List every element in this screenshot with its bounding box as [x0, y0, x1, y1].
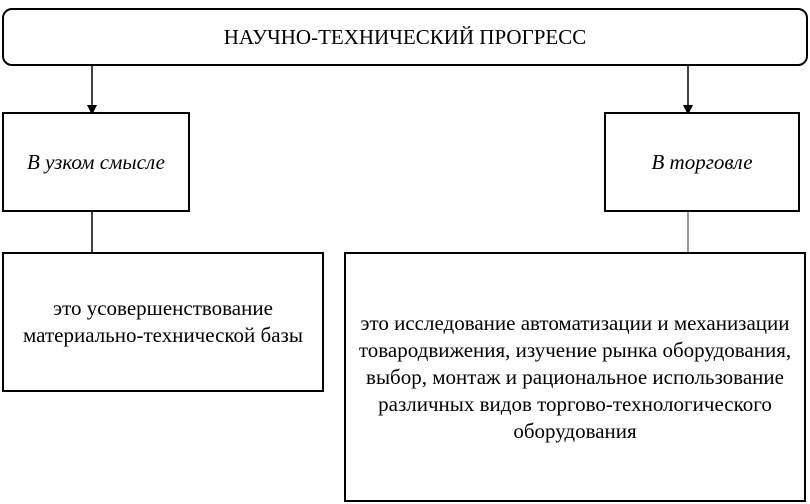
narrow-sense-description: это усовершенствование материально-технической базы [23, 296, 303, 347]
narrow-sense-description-box [2, 252, 324, 392]
narrow-sense-label: В узком смысле [27, 149, 165, 174]
narrow-sense-node [2, 112, 190, 212]
root-node-label: НАУЧНО-ТЕХНИЧЕСКИЙ ПРОГРЕСС [223, 24, 587, 49]
trade-label: В торговле [651, 149, 753, 174]
trade-description-box [344, 252, 806, 502]
trade-description: это исследование автоматизации и механизации товародвижения, изучение рынка оборудования, выбор, монтаж и рациональное использование различных видов торгово-технологического оборудования [358, 310, 792, 443]
trade-node [604, 112, 800, 212]
root-node [2, 8, 808, 66]
